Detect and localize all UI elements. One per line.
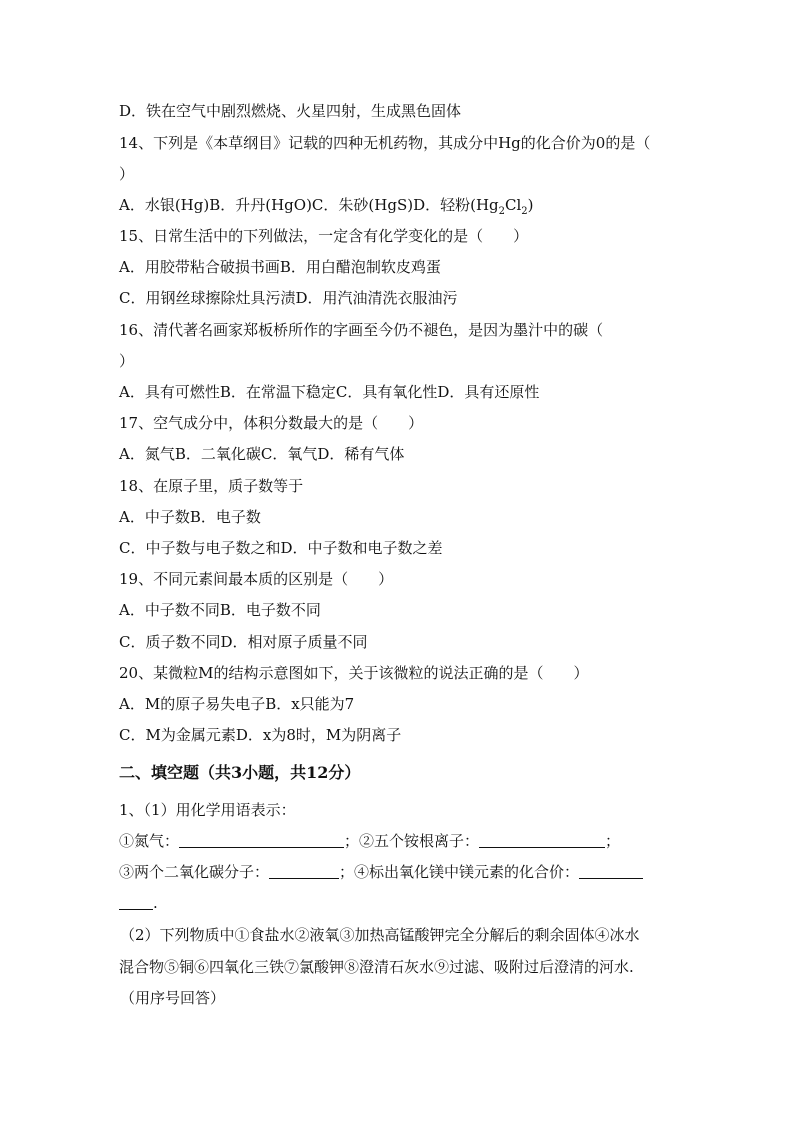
fill1-item4-label: ；④标出氧化镁中镁元素的化合价： bbox=[339, 863, 580, 881]
fill1-item3-label: ③两个二氧化碳分子： bbox=[119, 863, 270, 881]
answer-blank-mgo-valence-cont[interactable] bbox=[119, 895, 153, 910]
q14-subscript-cl: 2 bbox=[521, 206, 528, 217]
q14-stem-end: ） bbox=[119, 165, 135, 183]
q14-options-prefix: A．水银(Hg)B．升丹(HgO)C．朱砂(HgS)D．轻粉(Hg bbox=[119, 196, 499, 214]
q16-options: A．具有可燃性B．在常温下稳定C．具有氧化性D．具有还原性 bbox=[119, 383, 540, 401]
q20-options-cd: C．M为金属元素D．x为8时，M为阴离子 bbox=[119, 726, 402, 744]
fill1-part2-line1: （2）下列物质中①食盐水②液氧③加热高锰酸钾完全分解后的剩余固体④冰水 bbox=[120, 926, 640, 944]
fill1-item1-label: ①氮气： bbox=[119, 832, 180, 850]
q19-options-ab: A．中子数不同B．电子数不同 bbox=[119, 601, 321, 619]
answer-blank-co2[interactable] bbox=[269, 864, 339, 879]
fill1-part2-line3: （用序号回答） bbox=[120, 989, 226, 1007]
q13-option-d: D．铁在空气中剧烈燃烧、火星四射，生成黑色固体 bbox=[119, 102, 462, 120]
q17-stem: 17、空气成分中，体积分数最大的是（ ） bbox=[119, 414, 424, 432]
q18-options-ab: A．中子数B．电子数 bbox=[119, 508, 261, 526]
section-heading-fill-in: 二、填空题（共3小题，共12分） bbox=[119, 763, 361, 782]
q15-options-cd: C．用钢丝球擦除灶具污渍D．用汽油清洗衣服油污 bbox=[119, 289, 458, 307]
q15-stem: 15、日常生活中的下列做法，一定含有化学变化的是（ ） bbox=[119, 227, 529, 245]
q20-options-ab: A．M的原子易失电子B．x只能为7 bbox=[119, 695, 355, 713]
fill1-item2-end: ； bbox=[605, 832, 621, 850]
fill1-row3 bbox=[119, 893, 158, 913]
q14-cl: Cl bbox=[505, 196, 522, 214]
q15-options-ab: A．用胶带粘合破损书画B．用白醋泡制软皮鸡蛋 bbox=[119, 258, 441, 276]
q19-options-cd: C．质子数不同D．相对原子质量不同 bbox=[119, 633, 368, 651]
q18-stem: 18、在原子里，质子数等于 bbox=[119, 477, 304, 495]
q14-subscript-hg: 2 bbox=[498, 206, 506, 217]
q19-stem: 19、不同元素间最本质的区别是（ ） bbox=[119, 570, 394, 588]
fill1-part1: 1、（1）用化学用语表示： bbox=[119, 801, 296, 819]
fill1-end: . bbox=[153, 894, 158, 912]
q16-stem-end: ） bbox=[119, 352, 135, 370]
fill1-item2-label: ；②五个铵根离子： bbox=[344, 832, 480, 850]
answer-blank-ammonium[interactable] bbox=[479, 833, 605, 848]
q14-options-suffix: ) bbox=[527, 196, 534, 214]
fill1-part2-line2: 混合物⑤铜⑥四氧化三铁⑦氯酸钾⑧澄清石灰水⑨过滤、吸附过后澄清的河水. bbox=[119, 958, 634, 976]
fill1-row2 bbox=[119, 862, 643, 882]
q18-options-cd: C．中子数与电子数之和D．中子数和电子数之差 bbox=[119, 539, 443, 557]
q17-options: A．氮气B．二氧化碳C．氧气D．稀有气体 bbox=[119, 445, 405, 463]
answer-blank-nitrogen[interactable] bbox=[179, 833, 344, 848]
fill1-row1 bbox=[119, 831, 620, 851]
answer-blank-mgo-valence[interactable] bbox=[579, 864, 643, 879]
q14-stem: 14、下列是《本草纲目》记载的四种无机药物，其成分中Hg的化合价为0的是（ bbox=[119, 134, 651, 152]
q20-stem: 20、某微粒M的结构示意图如下，关于该微粒的说法正确的是（ ） bbox=[119, 664, 589, 682]
q14-options bbox=[119, 195, 534, 215]
q16-stem: 16、清代著名画家郑板桥所作的字画至今仍不褪色，是因为墨汁中的碳（ bbox=[119, 321, 604, 339]
